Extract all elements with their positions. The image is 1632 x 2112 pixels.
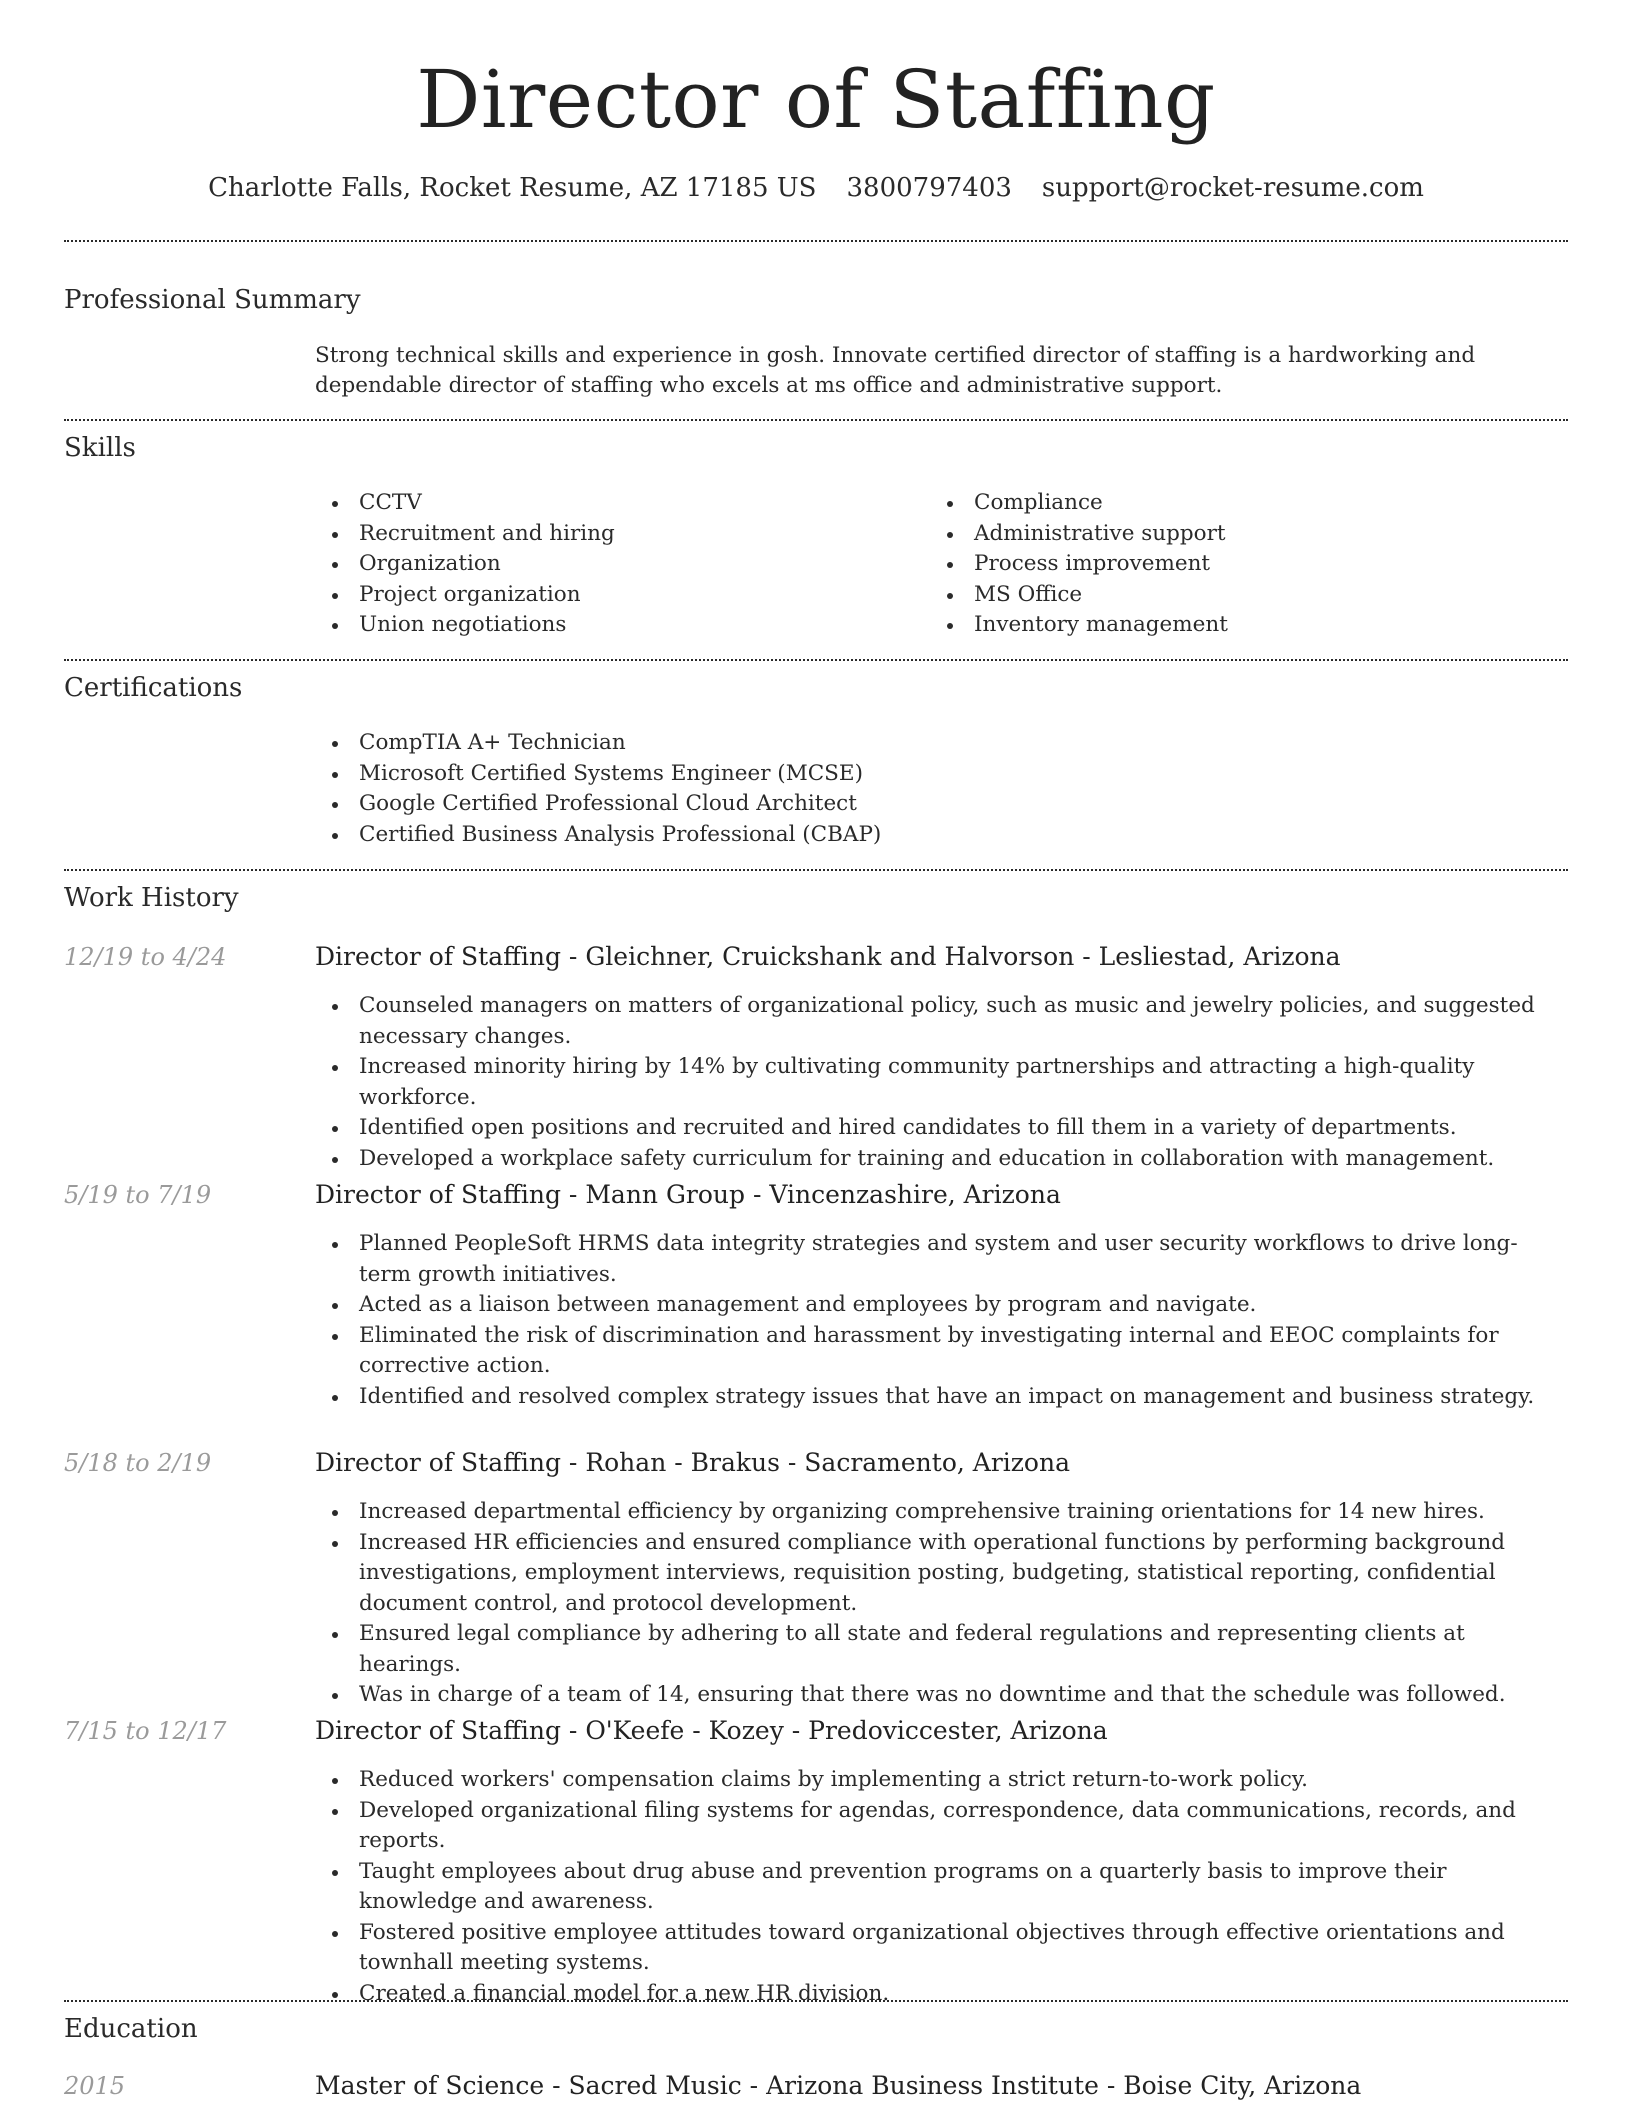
job-dates: 5/18 to 2/19: [64, 1449, 212, 1477]
job-title: Director of Staffing - Rohan - Brakus - Sacramento, Arizona: [315, 1448, 1070, 1477]
education-heading: Education: [64, 2014, 198, 2044]
job-title: Director of Staffing - Mann Group - Vincenzashire, Arizona: [315, 1180, 1061, 1209]
skill-item: Union negotiations: [315, 610, 915, 641]
skill-item: MS Office: [930, 580, 1560, 611]
job-bullet: Developed organizational filing systems for agendas, correspondence, data communications, records, and reports.: [315, 1796, 1565, 1857]
divider: [64, 2000, 1568, 2002]
job-bullets: [315, 1229, 1565, 1412]
job-bullet: Was in charge of a team of 14, ensuring that there was no downtime and that the schedule was followed.: [315, 1680, 1565, 1711]
job-title: Director of Staffing - O'Keefe - Kozey - Predoviccester, Arizona: [315, 1716, 1108, 1745]
phone: 3800797403: [846, 173, 1012, 203]
skill-item: Administrative support: [930, 519, 1560, 550]
job-bullets: [315, 991, 1565, 1174]
divider: [64, 240, 1568, 242]
skill-item: Project organization: [315, 580, 915, 611]
job-bullet: Identified and resolved complex strategy issues that have an impact on management and business strategy.: [315, 1382, 1565, 1413]
skills-heading: Skills: [64, 433, 136, 463]
job-title: Director of Staffing - Gleichner, Cruickshank and Halvorson - Lesliestad, Arizona: [315, 942, 1341, 971]
certifications-heading: Certifications: [64, 673, 243, 703]
address: Charlotte Falls, Rocket Resume, AZ 17185 US: [208, 173, 817, 203]
skill-item: Inventory management: [930, 610, 1560, 641]
job-bullet: Increased HR efficiencies and ensured compliance with operational functions by performing background investigations, employment interviews, requisition posting, budgeting, statistical reporting, confidential document control, and protocol development.: [315, 1528, 1565, 1620]
job-bullet: Created a financial model for a new HR division.: [315, 1979, 1565, 2010]
job-bullets: [315, 1765, 1565, 2009]
skill-item: CCTV: [315, 488, 915, 519]
divider: [64, 659, 1568, 661]
skills-list-right: [930, 488, 1560, 641]
certification-item: CompTIA A+ Technician: [315, 728, 1565, 759]
job-bullet: Identified open positions and recruited and hired candidates to fill them in a variety of departments.: [315, 1113, 1565, 1144]
job-bullet: Counseled managers on matters of organizational policy, such as music and jewelry policies, and suggested necessary changes.: [315, 991, 1565, 1052]
certification-item: Microsoft Certified Systems Engineer (MCSE): [315, 759, 1565, 790]
job-bullets: [315, 1497, 1565, 1711]
job-bullet: Increased departmental efficiency by organizing comprehensive training orientations for 14 new hires.: [315, 1497, 1565, 1528]
skill-item: Compliance: [930, 488, 1560, 519]
job-bullet: Reduced workers' compensation claims by implementing a strict return-to-work policy.: [315, 1765, 1565, 1796]
candidate-name: Director of Staffing: [416, 53, 1216, 146]
skill-item: Organization: [315, 549, 915, 580]
certifications-list: [315, 728, 1565, 850]
education-year: 2015: [64, 2072, 126, 2100]
job-dates: 5/19 to 7/19: [64, 1181, 212, 1209]
education-degree: Master of Science - Sacred Music - Arizona Business Institute - Boise City, Arizona: [315, 2071, 1362, 2100]
job-dates: 7/15 to 12/17: [64, 1717, 227, 1745]
work-history-heading: Work History: [64, 883, 239, 913]
job-bullet: Increased minority hiring by 14% by cultivating community partnerships and attracting a high-quality workforce.: [315, 1052, 1565, 1113]
divider: [64, 869, 1568, 871]
certification-item: Google Certified Professional Cloud Architect: [315, 789, 1565, 820]
skill-item: Process improvement: [930, 549, 1560, 580]
contact-line: [0, 171, 1632, 205]
summary-text: Strong technical skills and experience in gosh. Innovate certified director of staffing is a hardworking and dependable director of staffing who excels at ms office and administrative support.: [315, 343, 1476, 398]
skill-item: Recruitment and hiring: [315, 519, 915, 550]
job-bullet: Developed a workplace safety curriculum for training and education in collaboration with management.: [315, 1144, 1565, 1175]
skills-list-left: [315, 488, 915, 641]
certification-item: Certified Business Analysis Professional (CBAP): [315, 820, 1565, 851]
job-bullet: Acted as a liaison between management and employees by program and navigate.: [315, 1290, 1565, 1321]
job-bullet: Eliminated the risk of discrimination and harassment by investigating internal and EEOC complaints for corrective action.: [315, 1321, 1565, 1382]
job-bullet: Fostered positive employee attitudes toward organizational objectives through effective orientations and townhall meeting systems.: [315, 1918, 1565, 1979]
divider: [64, 419, 1568, 421]
job-bullet: Planned PeopleSoft HRMS data integrity strategies and system and user security workflows to drive long-term growth initiatives.: [315, 1229, 1565, 1290]
email: support@rocket-resume.com: [1041, 173, 1424, 203]
job-dates: 12/19 to 4/24: [64, 943, 227, 971]
job-bullet: Taught employees about drug abuse and prevention programs on a quarterly basis to improve their knowledge and awareness.: [315, 1857, 1565, 1918]
summary-heading: Professional Summary: [64, 285, 361, 315]
job-bullet: Ensured legal compliance by adhering to all state and federal regulations and representing clients at hearings.: [315, 1619, 1565, 1680]
